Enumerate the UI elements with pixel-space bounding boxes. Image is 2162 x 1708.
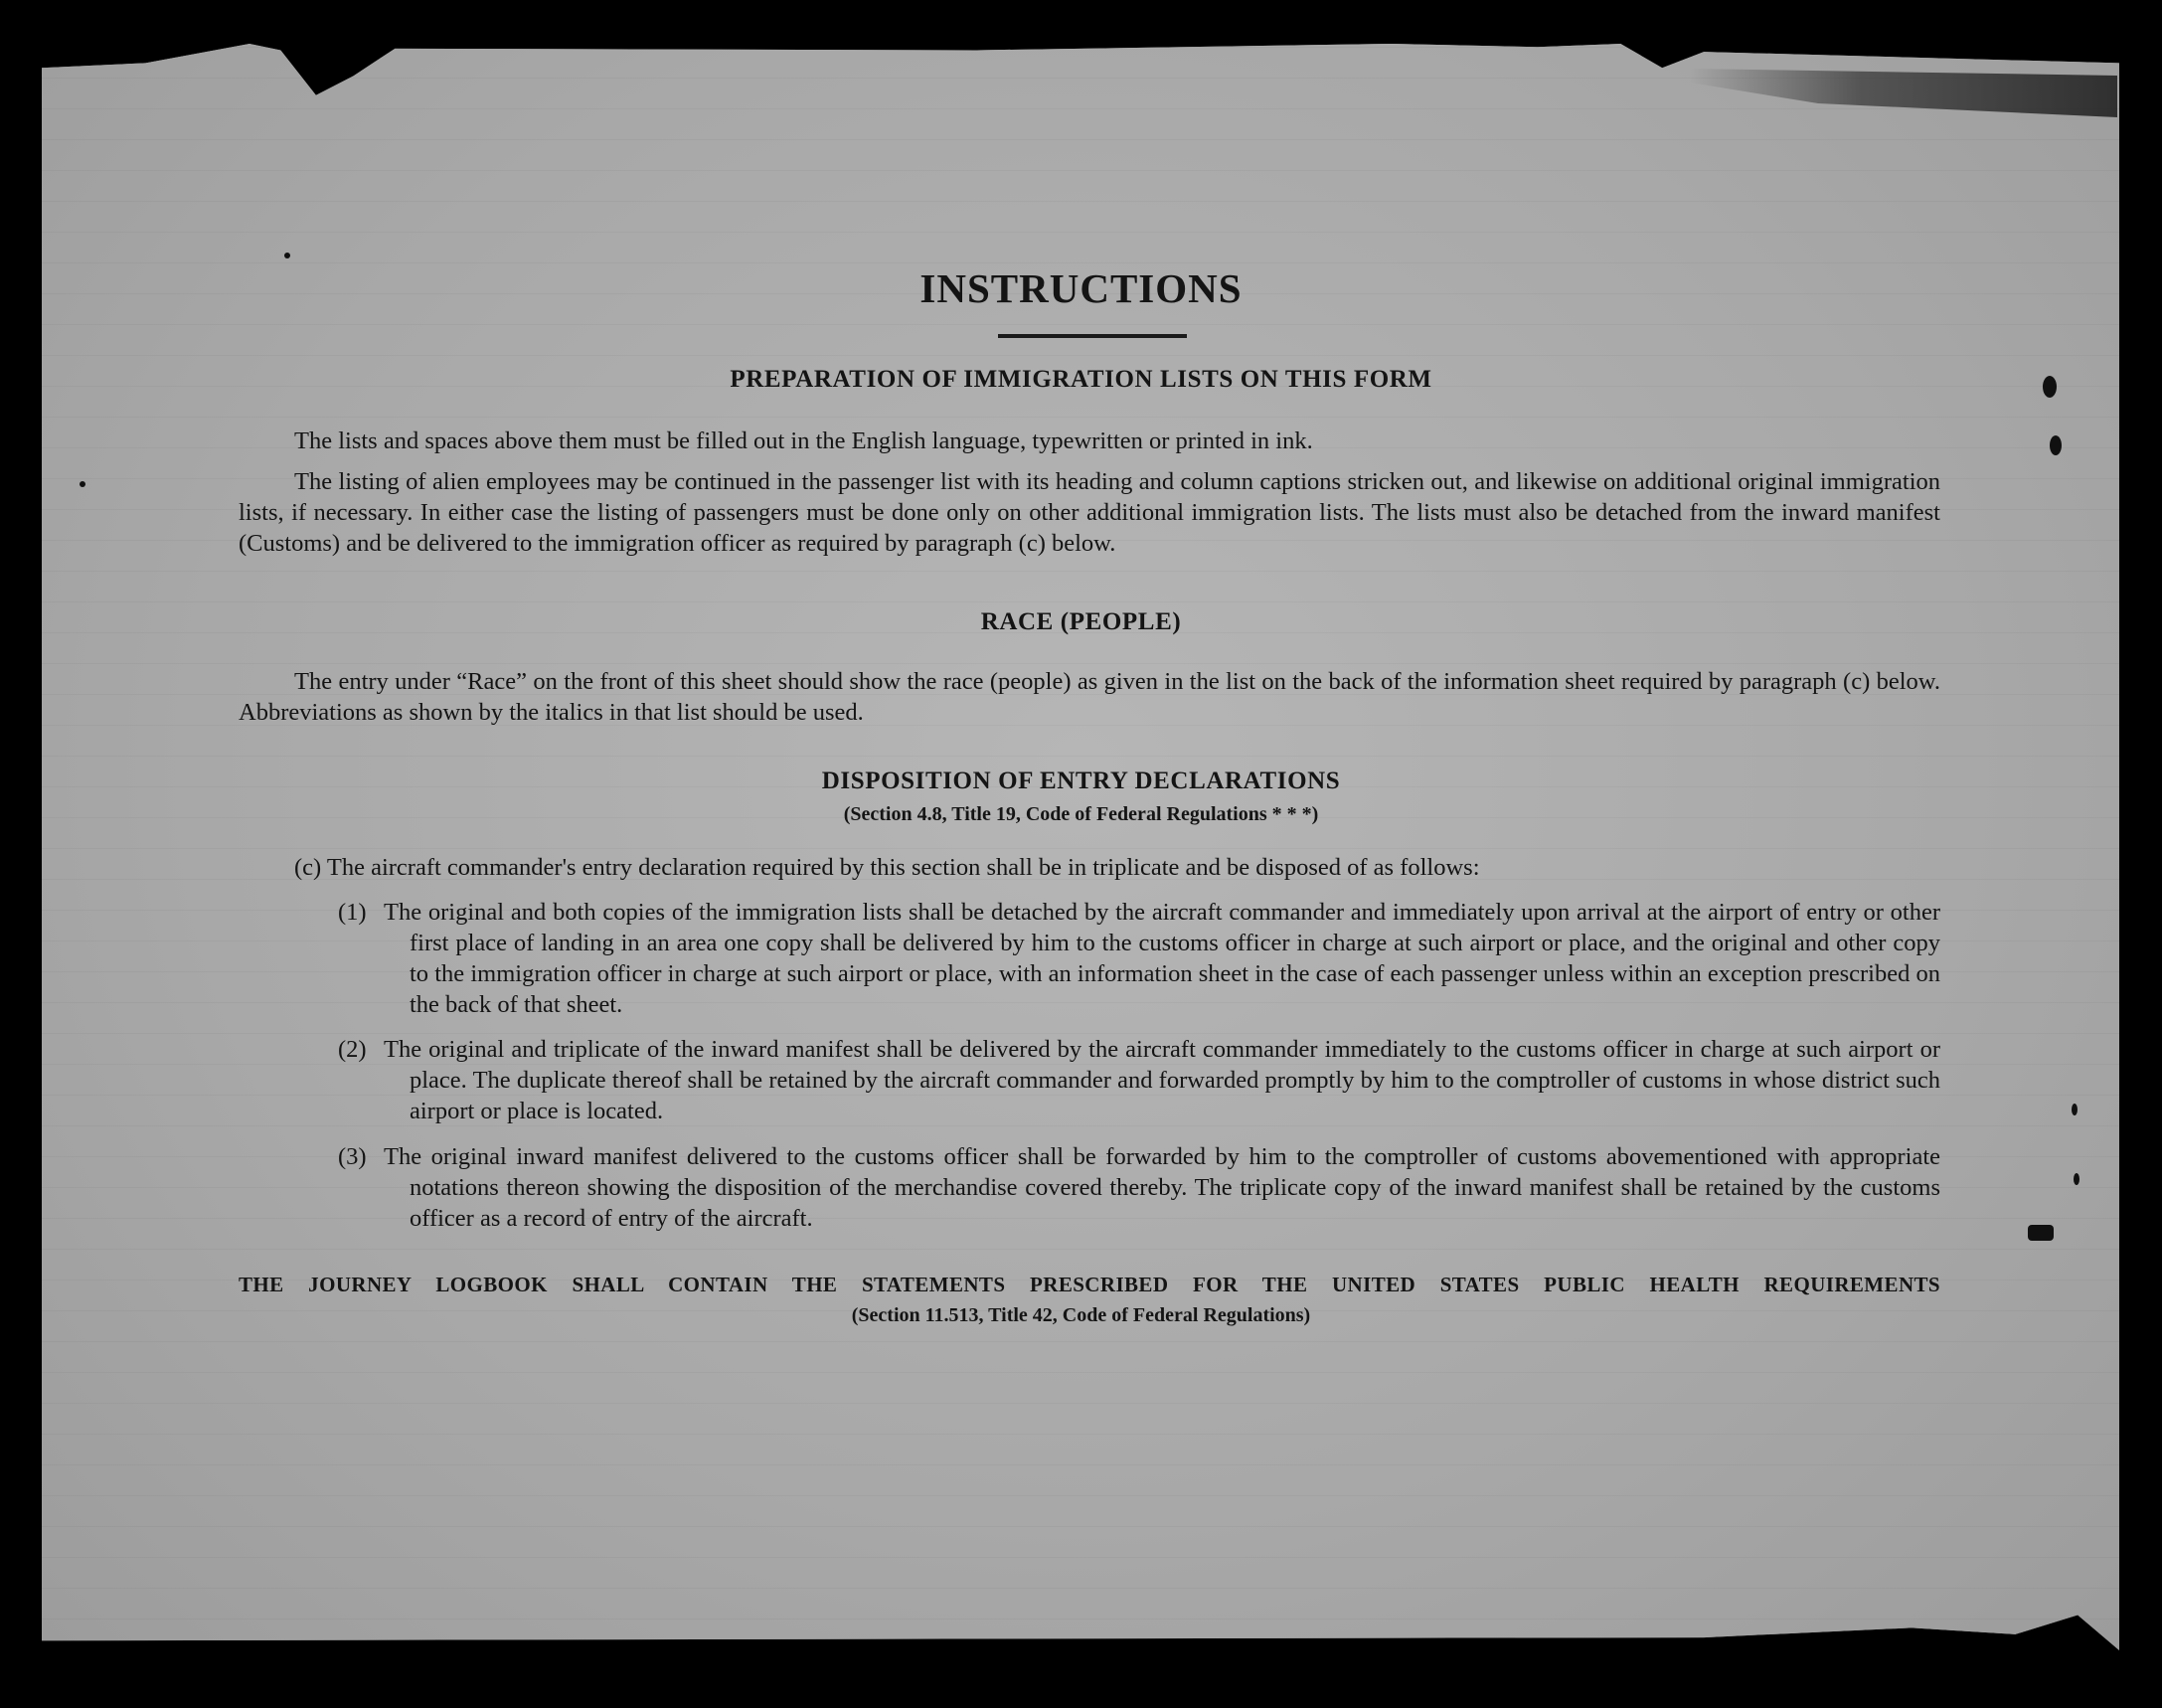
page-title: INSTRUCTIONS <box>919 265 1243 311</box>
item-text: The original and both copies of the immigration lists shall be detached by the aircraft commander and immediately upon arrival at the airport of entry or other first place of landing in an area one copy shall be delivered by him to the customs officer in charge at such airport or place, and the original and other copy to the immigration officer in charge at such airport or place, with an information sheet in the case of each passenger unless within an exception prescribed on the back of that sheet. <box>384 899 1940 1018</box>
title-underline <box>998 334 1187 338</box>
list-item <box>338 897 1940 1020</box>
paragraph-lists-language: The lists and spaces above them must be filled out in the English language, typewritten or printed in ink. <box>294 427 1313 454</box>
item-number: (2) <box>338 1036 367 1063</box>
paragraph-race-entry: The entry under “Race” on the front of this sheet should show the race (people) as given in the list on the back of the information sheet required by paragraph (c) below. Abbreviations as shown by the italics in that list should be used. <box>239 668 1940 726</box>
section-title-immigration-lists: PREPARATION OF IMMIGRATION LISTS ON THIS FORM <box>730 366 1432 393</box>
item-number: (3) <box>338 1143 367 1170</box>
closing-citation: (Section 11.513, Title 42, Code of Federal Regulations) <box>851 1304 1311 1326</box>
paragraph-disposition-intro: (c) The aircraft commander's entry declaration required by this section shall be in triplicate and be disposed of as follows: <box>294 854 1480 881</box>
item-number: (1) <box>338 899 367 926</box>
paragraph-alien-employees: The listing of alien employees may be continued in the passenger list with its heading and column captions stricken out, and likewise on additional original immigration lists, if necessary. In either case the listing of passengers must be done only on other additional immigration lists. The lists must also be detached from the inward manifest (Customs) and be delivered to the immigration officer as required by paragraph (c) below. <box>239 468 1940 557</box>
section-title-disposition: DISPOSITION OF ENTRY DECLARATIONS <box>821 768 1341 794</box>
section-citation-disposition: (Section 4.8, Title 19, Code of Federal Regulations * * *) <box>843 803 1319 825</box>
section-title-race: RACE (PEOPLE) <box>980 608 1182 635</box>
list-item <box>338 1141 1940 1234</box>
closing-statement: THE JOURNEY LOGBOOK SHALL CONTAIN THE STATEMENTS PRESCRIBED FOR THE UNITED STATES PUBLIC HEALTH REQUIREMENTS <box>239 1273 1940 1296</box>
item-text: The original inward manifest delivered to the customs officer shall be forwarded by him to the comptroller of customs abovementioned with appropriate notations thereon showing the disposition of the merchandise covered thereby. The triplicate copy of the inward manifest shall be retained by the customs officer as a record of entry of the aircraft. <box>384 1143 1940 1232</box>
item-text: The original and triplicate of the inward manifest shall be delivered by the aircraft commander immediately to the customs officer in charge at such airport or place. The duplicate thereof shall be retained by the aircraft commander and forwarded promptly by him to the comptroller of customs in whose district such airport or place is located. <box>384 1036 1940 1124</box>
list-item <box>338 1034 1940 1126</box>
